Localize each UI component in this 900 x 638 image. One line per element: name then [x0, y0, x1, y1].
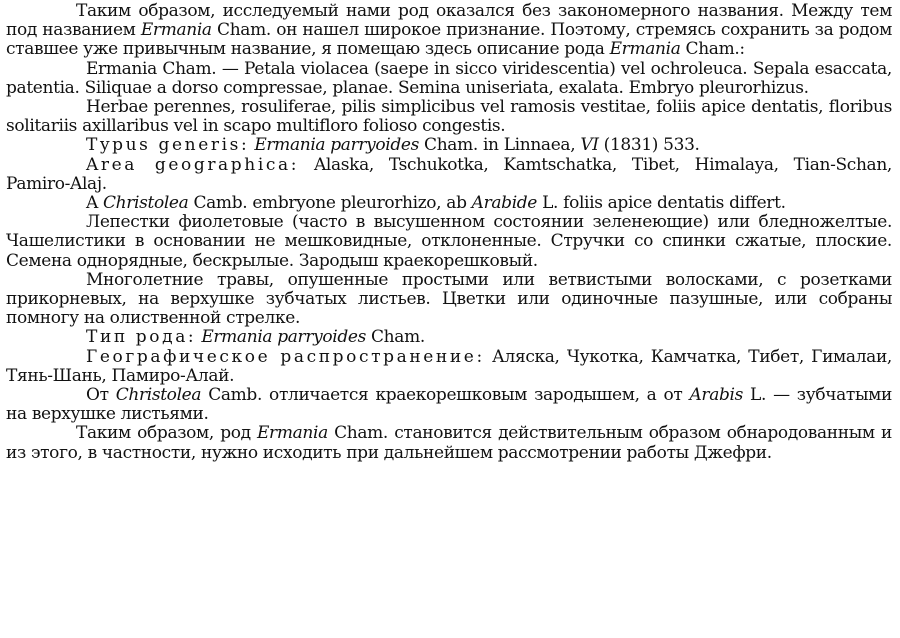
paragraph-russian-description — [6, 213, 892, 271]
paragraph-latin-differentia — [6, 194, 892, 213]
text-run: Аляска, Чукотка, Камчатка, Тибет, Гималаи, Тянь-Шань, Памиро-Алай. — [6, 346, 892, 386]
paragraph-latin-area — [6, 156, 892, 194]
spaced-heading: Тип рода: — [86, 327, 197, 348]
paragraph-russian-distribution — [6, 348, 892, 386]
text-run: Таким образом, исследуемый нами род оказался без закономерного названия. Между тем под названием — [6, 1, 892, 41]
spaced-heading: Географическое распространение: — [86, 346, 485, 367]
italic-term: Ermania parryoides — [254, 135, 419, 156]
italic-term: Arabide — [471, 193, 538, 214]
paragraph-conclusion — [6, 424, 892, 462]
italic-term: Ermania parryoides — [201, 327, 366, 348]
text-run: A — [86, 193, 103, 214]
italic-term: Christolea — [115, 385, 202, 406]
italic-term: Ermania — [140, 20, 212, 41]
text-run: Alaska, Tschukotka, Kamtschatka, Tibet, Himalaya, Tian-Schan, Pamiro-Alaj. — [6, 154, 892, 194]
text-run: L. — зубчатыми на верхушке листьями. — [6, 385, 892, 425]
paragraph-latin-typus — [6, 136, 892, 155]
text-run: Таким образом, род — [76, 423, 257, 444]
text-run: Cham. — [365, 327, 425, 348]
italic-term: Ermania — [609, 39, 681, 60]
text-run: Ermania Cham. — Petala violacea (saepe in sicco viridescentia) vel ochroleuca. Sepala esaccata, patentia. Siliquae a dorso compressae, planae. Semina uniseriata, exalata. Embryo pleurorhizus. — [6, 58, 892, 98]
paragraph-russian-habit — [6, 271, 892, 329]
text-run: Многолетние травы, опушенные простыми или ветвистыми волосками, с розетками прикорневых, на верхушке зубчатых листьев. Цветки или одиночные пазушные, или собраны помногу на олиственной стрелке. — [6, 269, 892, 329]
text-run: Cham.: — [680, 39, 745, 60]
spaced-heading: Typus generis: — [86, 135, 250, 156]
paragraph-russian-type — [6, 328, 892, 347]
text-run: От — [86, 385, 116, 406]
text-run: (1831) 533. — [598, 135, 700, 156]
text-run: Camb. embryone pleurorhizo, ab — [188, 193, 472, 214]
italic-term: VI — [580, 135, 599, 156]
text-run: Cham. он нашел широкое признание. Поэтому, стремясь сохранить за родом ставшее уже привычным название, я помещаю здесь описание рода — [6, 20, 892, 60]
paragraph-intro — [6, 2, 892, 60]
text-run: Camb. отличается краекорешковым зародышем, а от — [201, 385, 690, 406]
italic-term: Ermania — [257, 423, 328, 444]
italic-term: Christolea — [102, 193, 189, 214]
text-run: Herbae perennes, rosuliferae, pilis simplicibus vel ramosis vestitae, foliis apice dentatis, floribus solitariis axillaribus vel in scapo multifloro folioso congestis. — [6, 97, 892, 137]
paragraph-latin-habit — [6, 98, 892, 136]
text-run: Лепестки фиолетовые (часто в высушенном состоянии зеленеющие) или бледножелтые. Чашелистики в основании не мешковидные, отклоненные. Стручки со спинки сжатые, плоские. Семена однорядные, бескрылые. Зародыш краекорешковый. — [6, 212, 892, 271]
italic-term: Arabis — [689, 385, 743, 406]
paragraph-russian-differentia — [6, 386, 892, 424]
spaced-heading: Area geographica: — [86, 154, 300, 175]
text-run: Cham. in Linnaea, — [418, 135, 581, 156]
text-run: L. foliis apice dentatis differt. — [537, 193, 786, 214]
paragraph-latin-description — [6, 60, 892, 98]
text-run: Cham. становится действительным образом обнародованным и из этого, в частности, нужно исходить при дальнейшем рассмотрении работы Джефри. — [6, 423, 893, 463]
